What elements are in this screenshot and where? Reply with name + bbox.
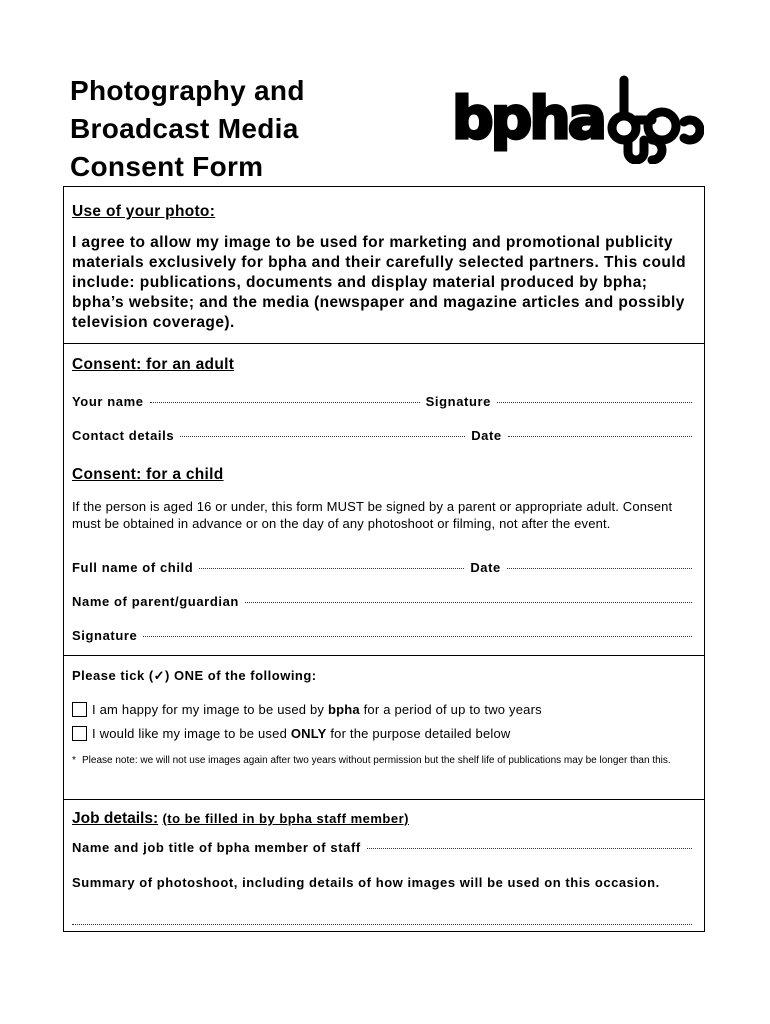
child-signature-row — [72, 628, 692, 643]
summary-label: Summary of photoshoot, including details of how images will be used on this occasion. — [72, 875, 660, 890]
title-line-2: Broadcast Media — [70, 113, 299, 144]
child-consent-text: If the person is aged 16 or under, this form MUST be signed by a parent or appropriate adult. Consent must be obtained in advance or on the day of any photoshoot or filming, not after the event. — [72, 499, 673, 531]
adult-date-field[interactable] — [508, 436, 692, 437]
option-two-years[interactable] — [72, 702, 542, 717]
adult-date-label: Date — [471, 428, 502, 443]
job-details-title: Job details: — [72, 810, 159, 827]
tick-heading: Please tick (✓) ONE of the following: — [72, 668, 317, 683]
use-of-photo-text: I agree to allow my image to be used for marketing and promotional publicity materials exclusively for bpha and their carefully selected partners. This could include: publications, documents and display material produced by bpha; bpha’s website; and the media (newspaper and magazine articles and possibly television coverage). — [72, 234, 687, 331]
knot-emblem — [612, 80, 700, 160]
job-details-section — [64, 799, 704, 931]
staff-row — [72, 840, 692, 855]
child-name-label: Full name of child — [72, 560, 194, 575]
job-details-subtitle: (to be filled in by bpha staff member) — [162, 811, 409, 826]
adult-consent-heading: Consent: for an adult — [72, 356, 235, 373]
bpha-logo — [452, 70, 704, 164]
child-signature-label: Signature — [72, 628, 138, 643]
your-name-label: Your name — [72, 394, 144, 409]
staff-label: Name and job title of bpha member of staff — [72, 840, 361, 855]
child-consent-heading: Consent: for a child — [72, 466, 224, 483]
purpose-only-checkbox[interactable] — [72, 726, 87, 741]
form-title — [70, 72, 305, 186]
option1-text-post: for a period of up to two years — [359, 702, 542, 717]
logo-wordmark: bpha — [452, 84, 604, 152]
signature-label: Signature — [425, 394, 491, 409]
parent-label: Name of parent/guardian — [72, 594, 239, 609]
adult-contact-row — [72, 428, 692, 443]
option2-text-pre: I would like my image to be used — [92, 726, 291, 741]
parent-field[interactable] — [245, 602, 692, 603]
child-signature-field[interactable] — [143, 636, 692, 637]
child-name-field[interactable] — [199, 568, 464, 569]
child-date-field[interactable] — [507, 568, 692, 569]
option-purpose-only[interactable] — [72, 726, 511, 741]
child-date-label: Date — [470, 560, 501, 575]
adult-signature-field[interactable] — [497, 402, 692, 403]
option2-text-post: for the purpose detailed below — [326, 726, 511, 741]
option1-text-bold: bpha — [327, 702, 360, 717]
tick-section — [64, 655, 704, 799]
consent-section — [64, 343, 704, 655]
job-details-heading — [72, 810, 409, 828]
title-line-3: Consent Form — [70, 151, 264, 182]
contact-details-label: Contact details — [72, 428, 175, 443]
tick-note — [72, 754, 684, 767]
use-of-photo-section — [64, 187, 704, 343]
note-asterisk: * — [72, 755, 76, 766]
parent-row — [72, 594, 692, 609]
your-name-field[interactable] — [150, 402, 420, 403]
use-of-photo-heading: Use of your photo: — [72, 203, 216, 220]
two-years-checkbox[interactable] — [72, 702, 87, 717]
title-line-1: Photography and — [70, 75, 305, 106]
option2-text-bold: ONLY — [290, 726, 327, 741]
staff-field[interactable] — [367, 848, 692, 849]
contact-details-field[interactable] — [180, 436, 465, 437]
consent-form-box — [63, 186, 705, 932]
option1-text-pre: I am happy for my image to be used by — [92, 702, 328, 717]
child-name-row — [72, 560, 692, 575]
summary-field[interactable] — [72, 924, 692, 925]
note-text: Please note: we will not use images again after two years without permission but the shelf life of publications may be longer than this. — [82, 755, 671, 766]
adult-name-row — [72, 394, 692, 409]
